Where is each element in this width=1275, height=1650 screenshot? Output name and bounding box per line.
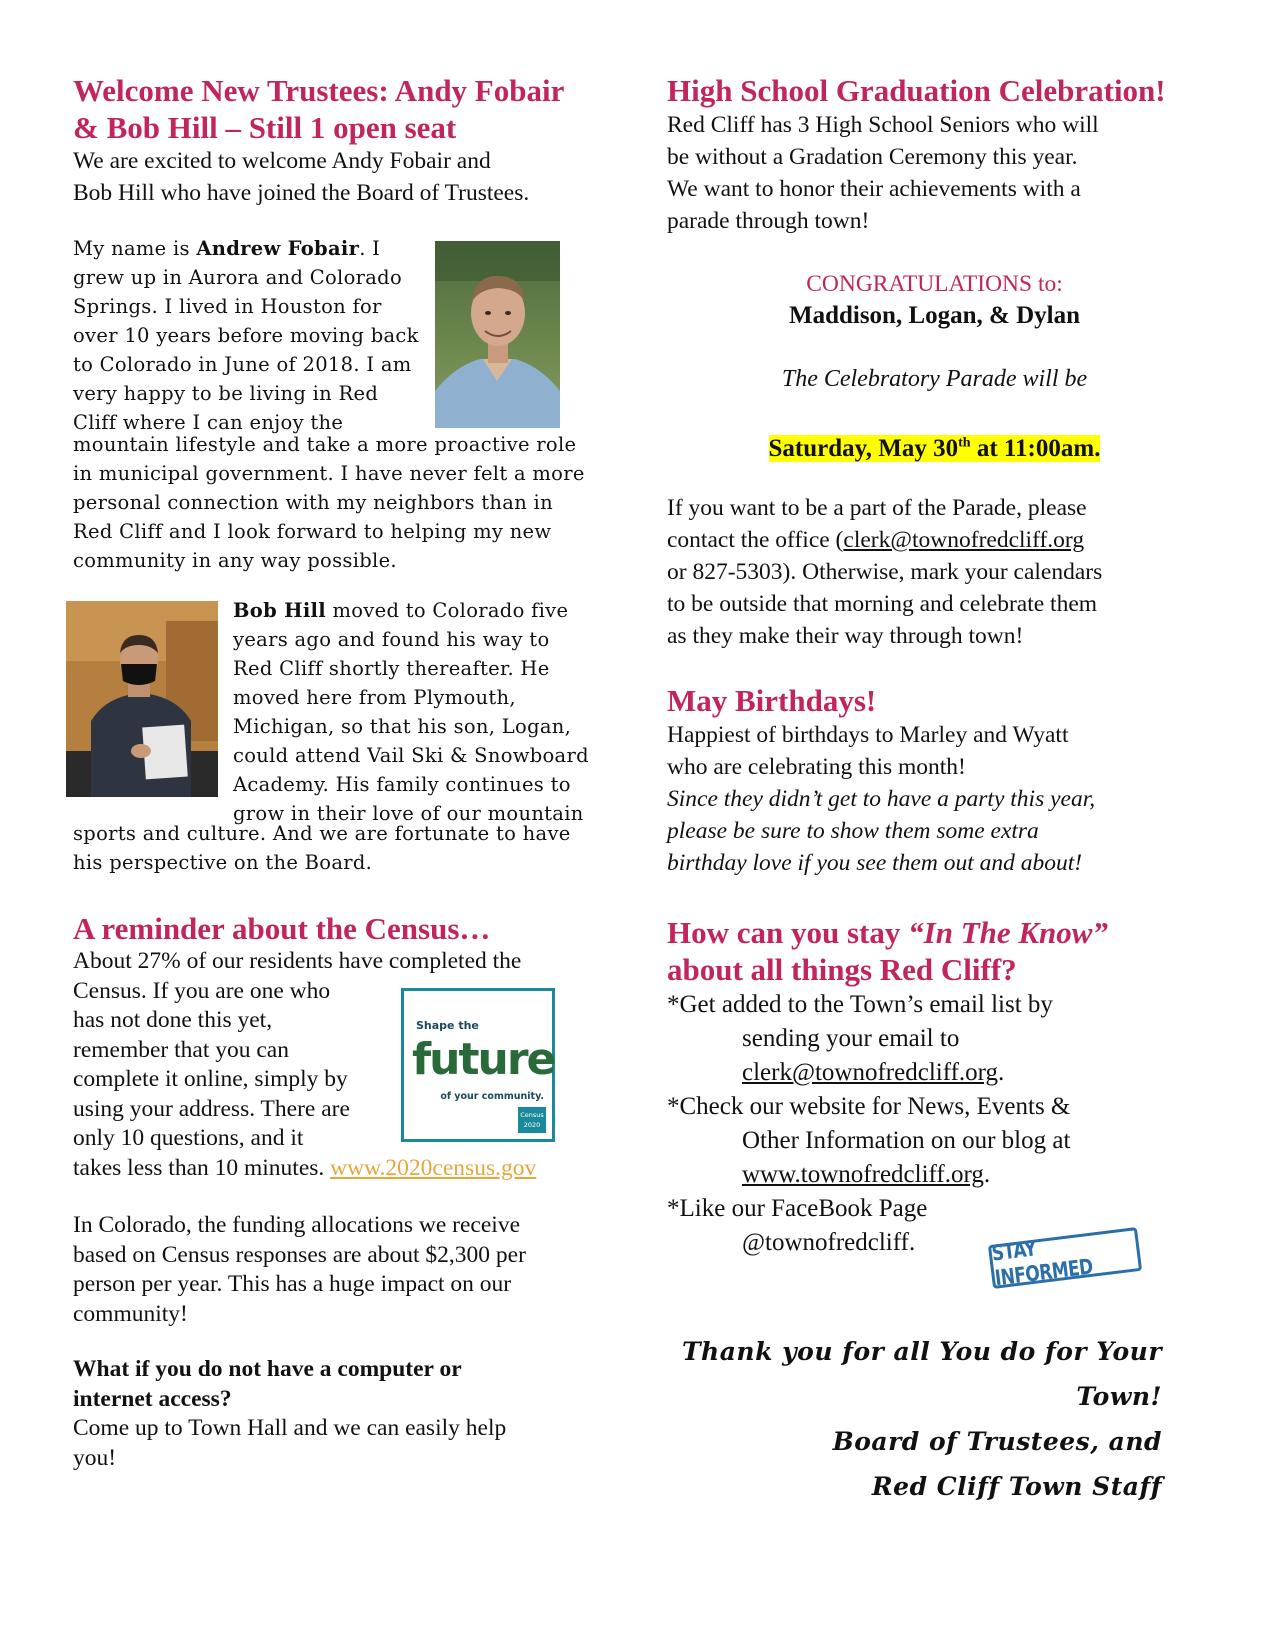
- clerk-email-link[interactable]: clerk@townofredcliff.org: [843, 527, 1085, 553]
- stay-informed-stamp: STAY INFORMED: [988, 1227, 1142, 1289]
- trustees-heading: Welcome New Trustees: Andy Fobair & Bob Hill – Still 1 open seat: [73, 73, 565, 145]
- bob-hill-photo: [66, 601, 218, 797]
- in-the-know-list: *Get added to the Town’s email list by sending your email to clerk@townofredcliff.org. *Check our website for News, Events & Other Information on our blog at www.townofredcliff.org. *Like our FaceBook Page @townofredcliff.: [667, 991, 1071, 1256]
- town-website-link[interactable]: www.townofredcliff.org: [742, 1161, 984, 1188]
- census-heading: A reminder about the Census…: [73, 911, 491, 946]
- andrew-bio-bottom: mountain lifestyle and take a more proactive role in municipal government. I have never felt a more personal connection with my neighbors than in Red Cliff and I look forward to helping my new community in any way possible.: [73, 433, 585, 572]
- census-funding: In Colorado, the funding allocations we receive based on Census responses are about $2,300 per person per year. This has a huge impact on our community!: [73, 1212, 526, 1327]
- andrew-bio-top: My name is Andrew Fobair. I grew up in Aurora and Colorado Springs. I lived in Houston for over 10 years before moving back to Colorado in June of 2018. I am very happy to be living in Red Cliff where I can enjoy the: [73, 237, 419, 434]
- in-the-know-heading: How can you stay “In The Know” about all things Red Cliff?: [667, 915, 1108, 987]
- birthdays-heading: May Birthdays!: [667, 683, 877, 718]
- census-2020-badge: Census 2020: [518, 1107, 546, 1133]
- graduate-names: Maddison, Logan, & Dylan: [788, 302, 1081, 329]
- parade-intro: The Celebratory Parade will be: [781, 366, 1088, 392]
- birthdays-body: Happiest of birthdays to Marley and Wyatt who are celebrating this month! Since they didn’t get to have a party this year, please be sure to show them some extra birthday love if you see them out and about!: [667, 722, 1096, 876]
- parade-date: Saturday, May 30th at 11:00am.: [768, 435, 1101, 463]
- parade-contact: If you want to be a part of the Parade, please contact the office (clerk@townofredcliff.org or 827-5303). Otherwise, mark your calendars to be outside that morning and celebrate them as they make their way through town!: [667, 495, 1103, 649]
- census-body: About 27% of our residents have completed the Census. If you are one who has not done this yet, remember that you can complete it online, simply by using your address. There are only 10 questions, and it takes less than 10 minutes. www.2020census.gov: [73, 948, 537, 1181]
- bob-bio-bottom: sports and culture. And we are fortunate to have his perspective on the Board.: [73, 822, 571, 874]
- thank-you-signature: Thank you for all You do for Your Town! Board of Trustees, and Red Cliff Town Staff: [681, 1337, 1162, 1501]
- trustees-intro: We are excited to welcome Andy Fobair and Bob Hill who have joined the Board of Trustees.: [73, 148, 530, 206]
- bob-bio-top: Bob Hill moved to Colorado five years ago and found his way to Red Cliff shortly thereafter. He moved here from Plymouth, Michigan, so that his son, Logan, could attend Vail Ski & Snowboard Academy. His family continues to grow in their love of our mountain: [233, 599, 589, 825]
- andrew-fobair-photo: [435, 241, 560, 428]
- graduation-heading: High School Graduation Celebration!: [667, 73, 1166, 108]
- clerk-email-link-2[interactable]: clerk@townofredcliff.org: [742, 1059, 999, 1086]
- census-help: What if you do not have a computer or internet access? Come up to Town Hall and we can easily help you!: [73, 1356, 507, 1471]
- census-shape-the-future-logo: Shape the future of your community. Census 2020: [401, 988, 555, 1142]
- graduation-body: Red Cliff has 3 High School Seniors who will be without a Gradation Ceremony this year. We want to honor their achievements with a parade through town!: [667, 112, 1099, 234]
- congratulations-label: CONGRATULATIONS to:: [806, 271, 1063, 297]
- census-website-link[interactable]: www.2020census.gov: [330, 1154, 537, 1181]
